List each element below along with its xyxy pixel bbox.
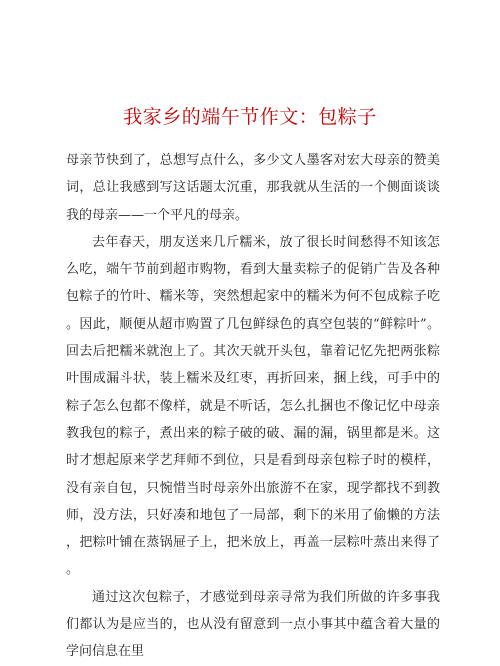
paragraph-1: 母亲节快到了，总想写点什么，多少文人墨客对宏大母亲的赞美词，总让我感到写这话题太沉重，那我就从生活的一个侧面谈谈我的母亲——一个平凡的母亲。 (66, 153, 440, 223)
document-title: 我家乡的端午节作文：包粽子 (123, 106, 377, 128)
document-body (66, 147, 440, 666)
paragraph-2: 去年春天，朋友送来几斤糯米，放了很长时间愁得不知该怎么吃，端午节前到超市购物，看到大量卖粽子的促销广告及各种包粽子的竹叶、糯米等，突然想起家中的糯米为何不包成粽子吃。因此，顺便从超市购置了几包鲜绿色的真空包装的“鲜粽叶”。回去后把糯米就泡上了。其次天就开头包，靠着记忆先把两张粽叶围成漏斗状，装上糯米及红枣，再折回来，捆上线，可手中的粽子怎么包都不像样，就是不听话，怎么扎捆也不像记忆中母亲教我包的粽子，煮出来的粽子破的破、漏的漏，锅里都是米。这时才想起原来学艺拜师不到位，只是看到母亲包粽子时的模样，没有亲自包，只惋惜当时母亲外出旅游不在家，现学都找不到教师，没方法，只好凑和地包了一局部，剩下的米用了偷懒的方法，把粽叶铺在蒸锅屉子上，把米放上，再盖一层粽叶蒸出来得了。 (66, 234, 440, 578)
paragraph-3: 通过这次包粽子，才感觉到母亲寻常为我们所做的许多事我们都认为是应当的，也从没有留意到一点小事其中蕴含着大量的学问信息在里 (66, 589, 440, 660)
